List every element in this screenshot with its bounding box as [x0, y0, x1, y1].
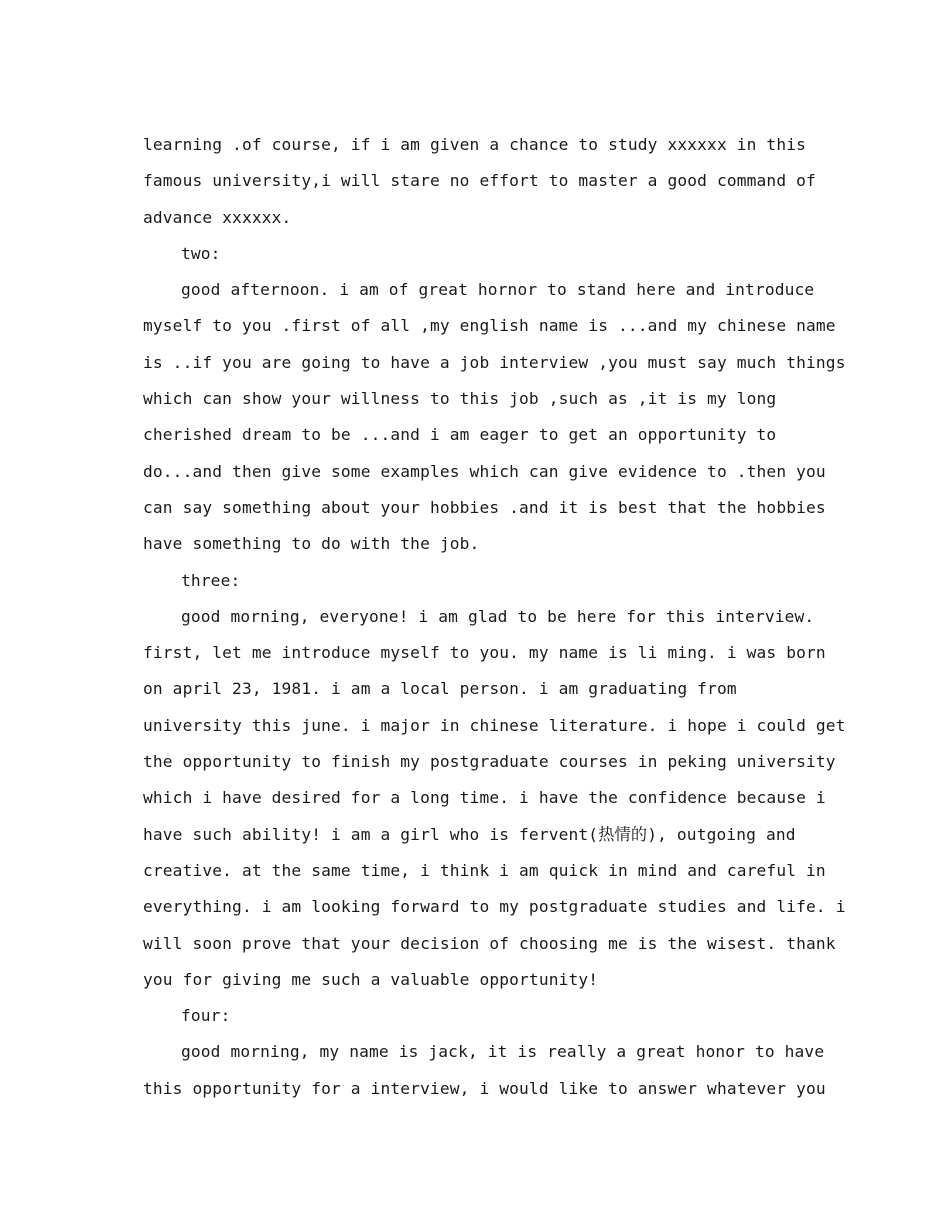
text-line: the opportunity to finish my postgraduate courses in peking university	[143, 752, 836, 772]
text-line: can say something about your hobbies .and it is best that the hobbies	[143, 497, 826, 517]
section-heading-four: four:	[181, 1006, 231, 1026]
text-line: is ..if you are going to have a job interview ,you must say much things	[143, 352, 846, 372]
text-line: which i have desired for a long time. i have the confidence because i	[143, 788, 826, 808]
text-line: have something to do with the job.	[143, 534, 480, 554]
text-line: learning .of course, if i am given a chance to study xxxxxx in this	[143, 135, 807, 154]
text-line: will soon prove that your decision of choosing me is the wisest. thank	[143, 933, 836, 953]
text-line: you for giving me such a valuable opportunity!	[143, 969, 599, 989]
section-heading-three: three:	[181, 570, 241, 590]
text-line: do...and then give some examples which can give evidence to .then you	[143, 461, 826, 481]
text-line: on april 23, 1981. i am a local person. i am graduating from	[143, 679, 737, 699]
text-line: university this june. i major in chinese literature. i hope i could get	[143, 715, 846, 735]
text-line: first, let me introduce myself to you. my name is li ming. i was born	[143, 643, 826, 663]
text-line: famous university,i will stare no effort to master a good command of	[143, 171, 816, 191]
document-body	[143, 127, 846, 1107]
text-line: creative. at the same time, i think i am quick in mind and careful in	[143, 860, 826, 880]
text-line: cherished dream to be ...and i am eager to get an opportunity to	[143, 425, 777, 445]
section-heading-two: two:	[181, 243, 221, 263]
text-line: have such ability! i am a girl who is fervent(热情的), outgoing and	[143, 824, 796, 844]
text-line: good morning, my name is jack, it is really a great honor to have	[181, 1042, 825, 1062]
text-line: which can show your willness to this job ,such as ,it is my long	[143, 389, 777, 409]
text-line: everything. i am looking forward to my postgraduate studies and life. i	[143, 897, 846, 917]
text-line: this opportunity for a interview, i would like to answer whatever you	[143, 1078, 826, 1098]
text-line: good morning, everyone! i am glad to be here for this interview.	[181, 606, 815, 626]
text-line: advance xxxxxx.	[143, 207, 292, 227]
text-line: good afternoon. i am of great hornor to stand here and introduce	[181, 280, 815, 300]
text-line: myself to you .first of all ,my english name is ...and my chinese name	[143, 316, 836, 336]
